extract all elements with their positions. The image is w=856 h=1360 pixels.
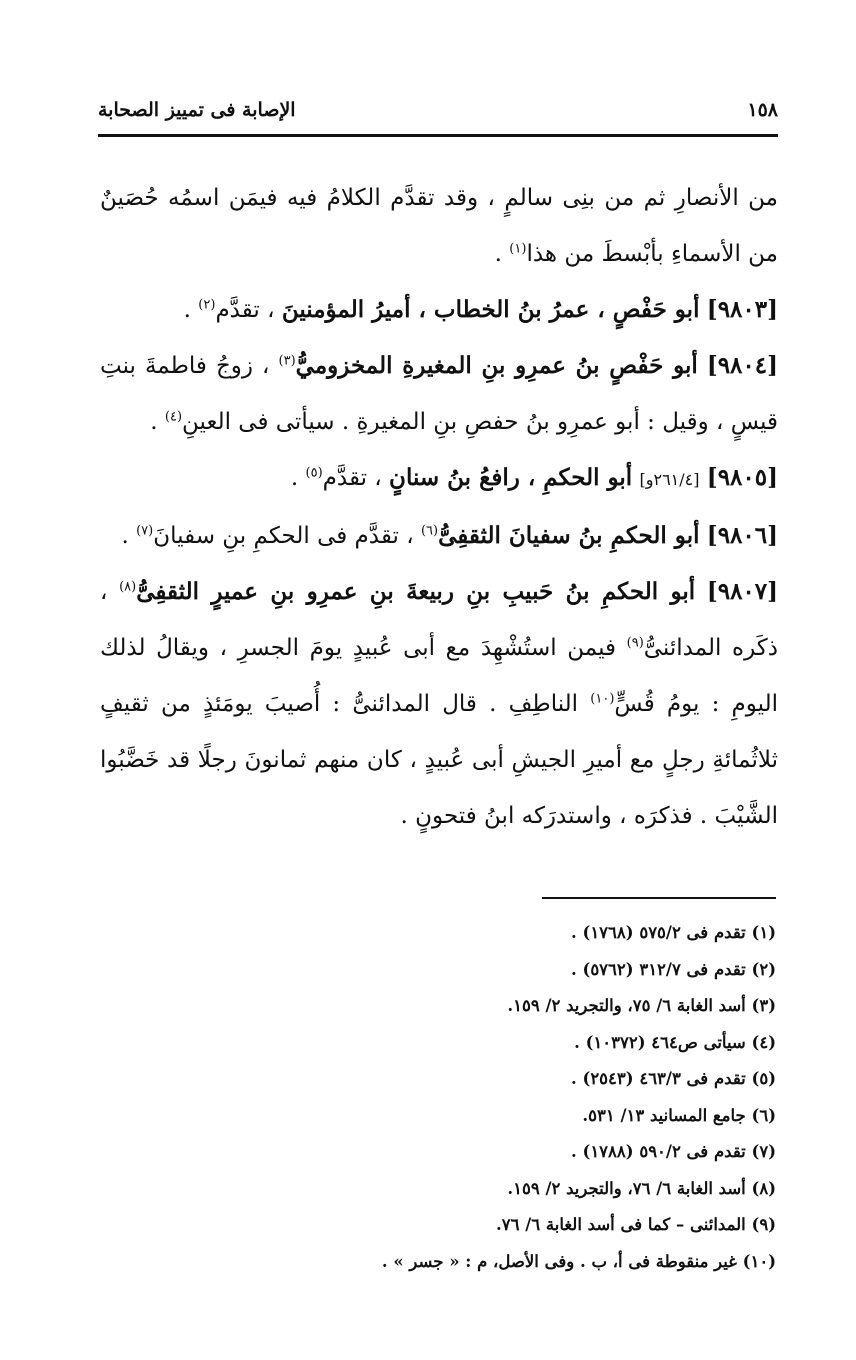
entry-number: [٩٨٠٧] [706,578,779,605]
running-title: الإصابة فى تمييز الصحابة [98,99,296,121]
text-end: . [150,409,165,435]
text-end: . [121,523,137,549]
entry-9803 [100,282,778,338]
entry-9806 [100,508,778,564]
footnote-8: (٨) أسد الغابة ٦/ ٧٦، والتجريد ٢/ ١٥٩. [507,1178,776,1198]
entry-9804 [100,338,778,450]
footnote-rule [542,897,776,899]
text-end: . [494,241,510,267]
footnote-ref[interactable]: (٩) [626,635,644,651]
header-rule [98,134,778,137]
volume-reference: [٢٦١/٤و] [639,470,700,489]
text-end: . [183,297,199,323]
footnote-9: (٩) المدائنى – كما فى أسد الغابة ٦/ ٧٦. [496,1215,776,1234]
footnote-ref[interactable]: (٨) [119,579,137,595]
entry-text: الناطِفِ . قال المدائنىُّ : أُصيبَ يومَئذٍ من ثقيفٍ ثلاثُمائةِ رجلٍ مع أميرِ الجيشِ أبى عُبيدٍ ، كان منهم ثمانونَ رجلًا قد خَضَّبُوا الشَّيْبَ . فذكرَه ، واستدرَكه ابنُ فتحونٍ . [100,691,778,829]
footnote-2: (٢) تقدم فى ٣١٢/٧ (٥٧٦٢) . [571,959,776,979]
text-line: الأسماءِ بأبْسطَ من هذا [526,241,741,267]
footnote-ref[interactable]: (١٠) [590,691,615,707]
entry-text: ، تقدَّم فى الحكمِ بنِ سفيانَ [153,523,421,549]
footnote-10: (١٠) غير منقوطة فى أ، ب . وفى الأصل، م : « جسر » . [381,1251,776,1271]
entry-number: [٩٨٠٣] [706,296,778,323]
footnote-3: (٣) أسد الغابة ٦/ ٧٥، والتجريد ٢/ ١٥٩. [507,996,776,1015]
entry-text: فيمن استُشْهِدَ مع أبى عُبيدٍ يومَ الجسرِ ، ويقالُ لذلك اليومِ : يومُ قُسٍّ [100,635,778,717]
footnote-ref[interactable]: (٣) [278,353,296,369]
entry-name: أبو الحكمِ بنُ حَبيبِ بنِ ربيعةَ بنِ عمرِو بنِ عميرٍ الثقفِىُّ [136,578,696,605]
footnote-7: (٧) تقدم فى ٥٩٠/٢ (١٧٨٨) . [571,1142,776,1161]
entry-number: [٩٨٠٤] [706,352,779,379]
footnote-ref[interactable]: (٥) [305,465,323,481]
entry-number: [٩٨٠٥] [706,464,778,491]
entry-number: [٩٨٠٦] [706,522,778,549]
entry-9805 [100,450,778,508]
text-end: . [290,465,306,491]
entry-text: ، زوجُ فاطمةَ بنتِ قيسٍ ، وقيل : أبو عمرِو بنُ حفصِ بنِ المغيرةِ . سيأتى فى العينِ [100,353,778,435]
footnote-1: (١) تقدم فى ٥٧٥/٢ (١٧٦٨) . [571,923,776,942]
entry-name: أبو الحكمِ ، رافعُ بنُ سنانٍ [389,464,633,491]
footnote-ref[interactable]: (١) [509,241,527,257]
paragraph-continuation [100,170,778,282]
entry-text: ، تقدَّم [322,465,390,491]
entry-name: أبو الحكمِ بنُ سفيانَ الثقفِىُّ [438,522,700,549]
footnote-ref[interactable]: (٧) [136,523,154,539]
entry-name: أبو حَفْصٍ ، عمرُ بنُ الخطاب ، أميرُ المؤمنينَ [281,296,700,323]
entry-name: أبو حَفْصٍ بنُ عمرِو بنِ المغيرةِ المخزوميُّ [295,352,698,379]
main-text [100,170,778,844]
footnote-ref[interactable]: (٢) [198,297,216,313]
footnote-6: (٦) جامع المسانيد ١٣/ ٥٣١. [582,1105,776,1125]
entry-9807 [100,564,778,844]
footnotes [100,915,776,1280]
page-number: ١٥٨ [747,99,778,121]
entry-text: ، تقدَّم [215,297,282,323]
footnote-5: (٥) تقدم فى ٤٦٣/٣ (٢٥٤٣) . [571,1069,776,1088]
text-line: من الأنصارِ ثم من بنِى سالمٍ ، وقد تقدَّم الكلامُ فيه فيمَن اسمُه حُصَينٌ من [100,185,778,267]
footnote-4: (٤) سيأتى ص٤٦٤ (١٠٣٧٢) . [574,1032,776,1052]
footnote-ref[interactable]: (٦) [420,523,439,539]
running-header [98,92,778,128]
entry-text: ، ذكَره المدائنىُّ [100,579,778,661]
footnote-ref[interactable]: (٤) [164,409,183,425]
